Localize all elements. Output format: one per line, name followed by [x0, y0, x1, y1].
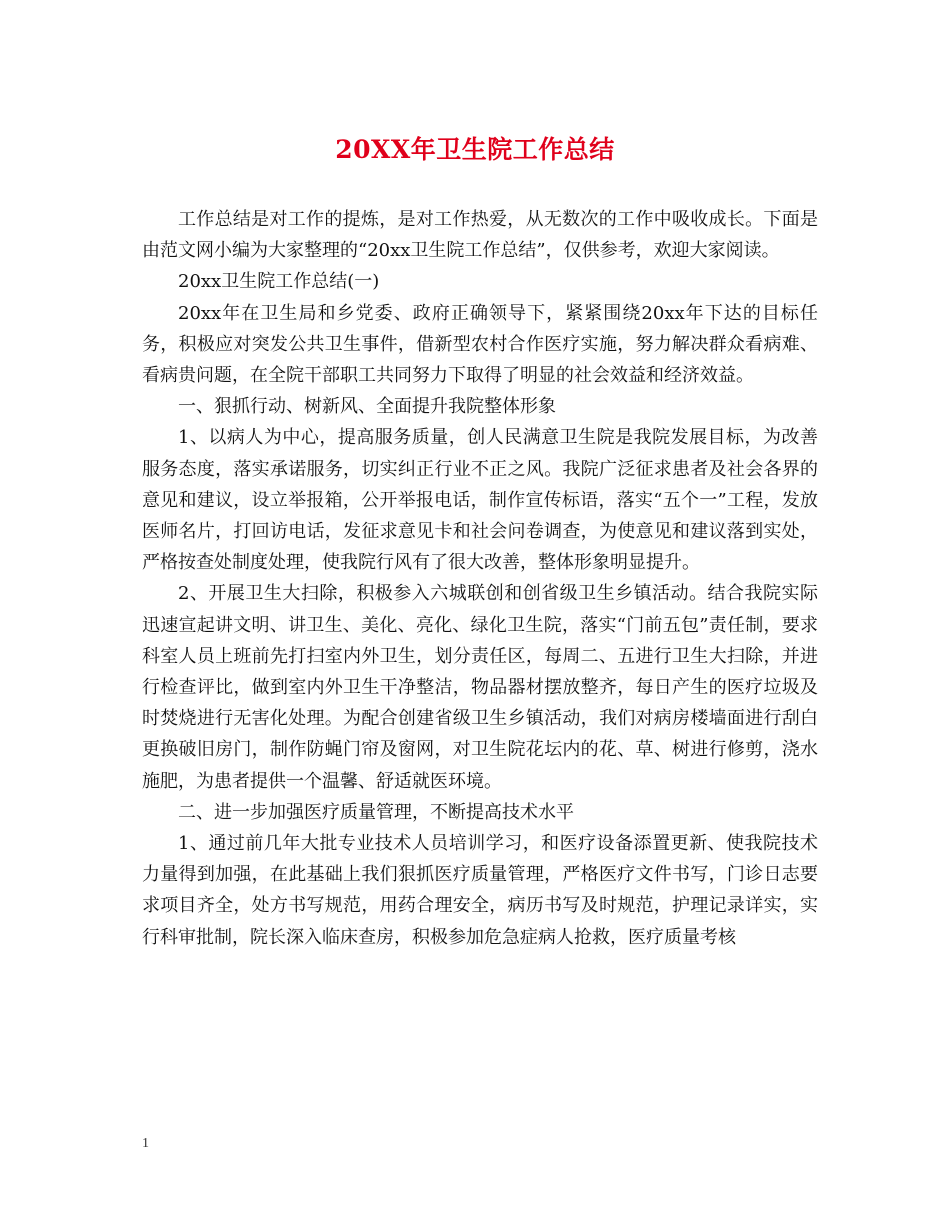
document-body	[142, 204, 818, 953]
paragraph-intro: 工作总结是对工作的提炼，是对工作热爱，从无数次的工作中吸收成长。下面是由范文网小编为大家整理的“20xx卫生院工作总结”，仅供参考，欢迎大家阅读。	[142, 209, 818, 262]
paragraph-overview: 20xx年在卫生局和乡党委、政府正确领导下，紧紧围绕20xx年下达的目标任务，积极应对突发公共卫生事件，借新型农村合作医疗实施，努力解决群众看病难、看病贵问题，在全院干部职工共同努力下取得了明显的社会效益和经济效益。	[142, 302, 818, 387]
paragraph-item-2: 2、开展卫生大扫除，积极参入六城联创和创省级卫生乡镇活动。结合我院实际迅速宣起讲文明、讲卫生、美化、亮化、绿化卫生院，落实“门前五包”责任制，要求科室人员上班前先打扫室内外卫生，划分责任区，每周二、五进行卫生大扫除，并进行检查评比，做到室内外卫生干净整洁，物品器材摆放整齐，每日产生的医疗垃圾及时焚烧进行无害化处理。为配合创建省级卫生乡镇活动，我们对病房楼墙面进行刮白更换破旧房门，制作防蝇门帘及窗网，对卫生院花坛内的花、草、树进行修剪，浇水施肥，为患者提供一个温馨、舒适就医环境。	[142, 583, 818, 792]
paragraph-item-1: 1、以病人为中心，提高服务质量，创人民满意卫生院是我院发展目标，为改善服务态度，落实承诺服务，切实纠正行业不正之风。我院广泛征求患者及社会各界的意见和建议，设立举报箱，公开举报电话，制作宣传标语，落实“五个一”工程，发放医师名片，打回访电话，发征求意见卡和社会问卷调查，为使意见和建议落到实处，严格按查处制度处理，使我院行风有了很大改善，整体形象明显提升。	[142, 427, 818, 574]
section-heading-two: 二、进一步加强医疗质量管理，不断提高技术水平	[178, 801, 574, 823]
section-heading-part-one: 20xx卫生院工作总结(一)	[178, 271, 380, 293]
document-title: 20XX年卫生院工作总结	[335, 135, 615, 164]
paragraph-item-2-1: 1、通过前几年大批专业技术人员培训学习，和医疗设备添置更新、使我院技术力量得到加强，在此基础上我们狠抓医疗质量管理，严格医疗文件书写，门诊日志要求项目齐全，处方书写规范，用药合理安全，病历书写及时规范，护理记录详实，实行科审批制，院长深入临床查房，积极参加危急症病人抢救，医疗质量考核	[142, 833, 818, 948]
section-heading-one: 一、狠抓行动、树新风、全面提升我院整体形象	[178, 396, 556, 418]
page-number: 1	[142, 1136, 149, 1151]
